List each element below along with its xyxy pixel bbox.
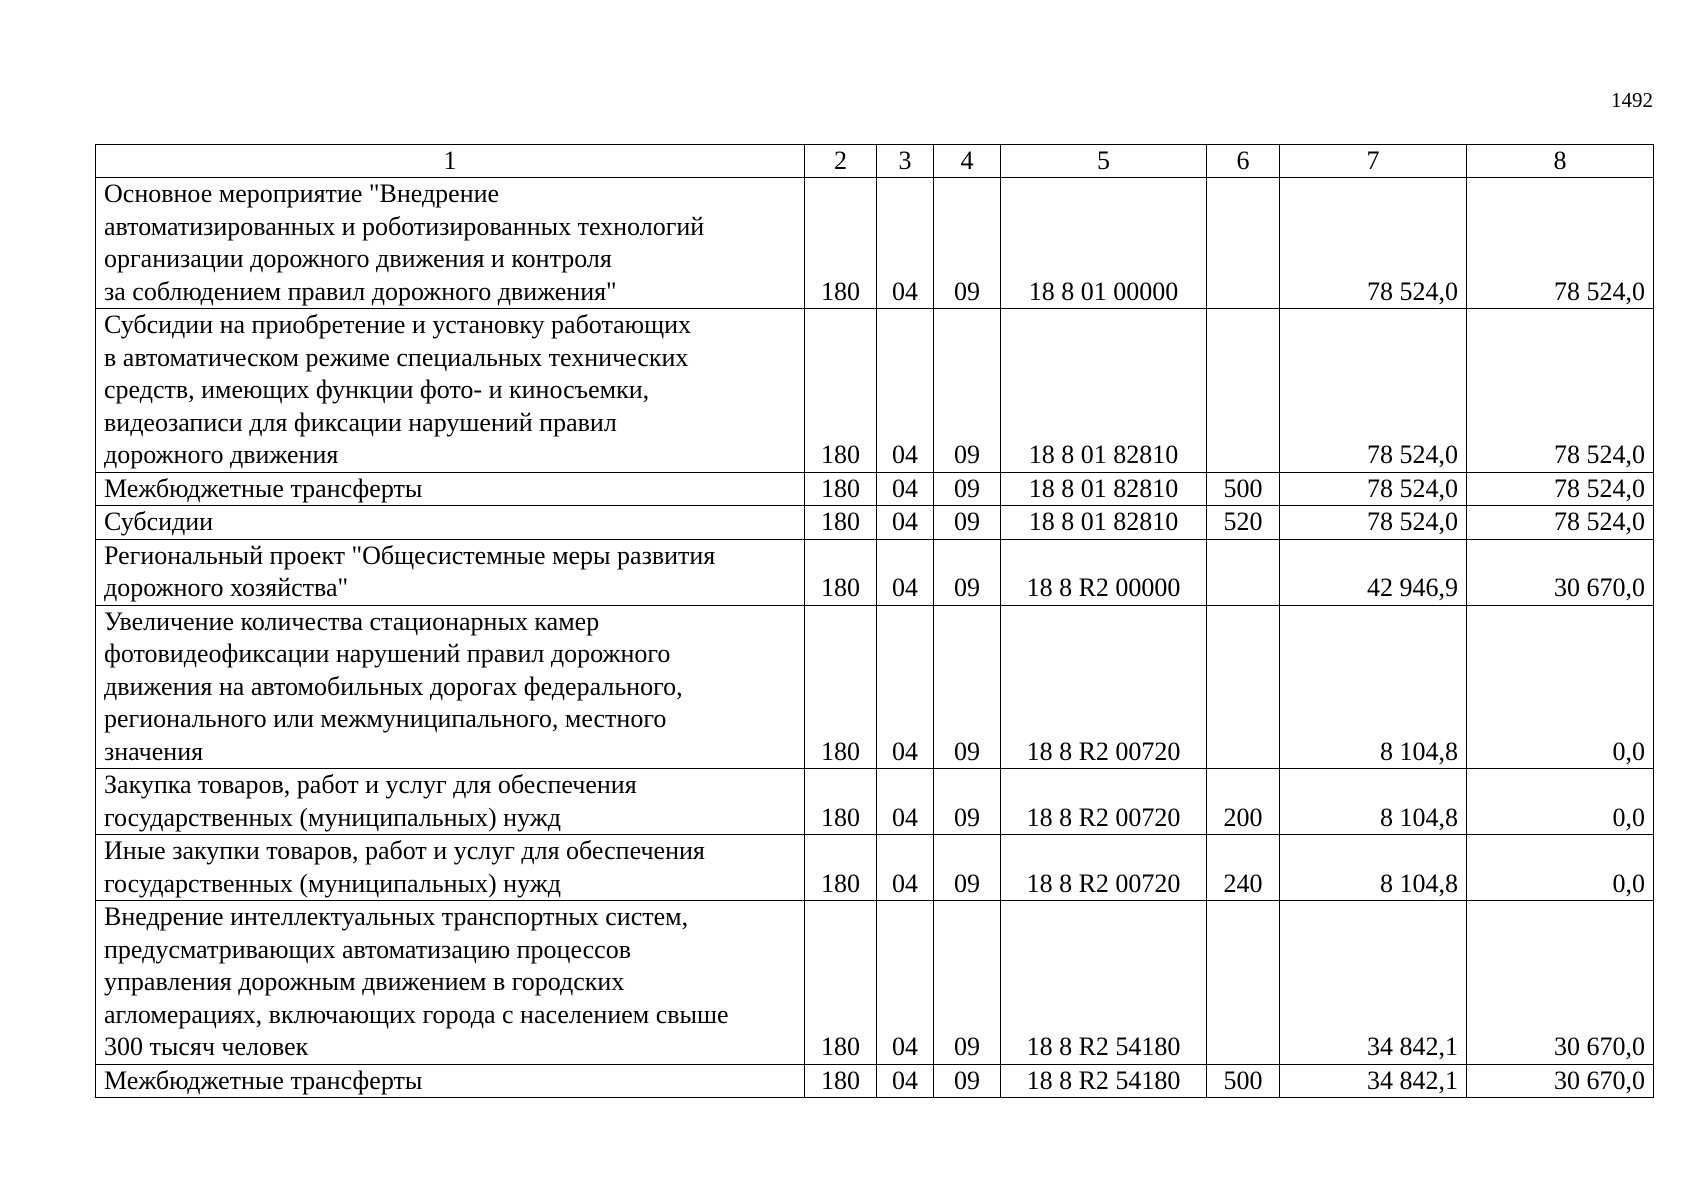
section-code-cell: 04 <box>877 835 934 901</box>
amount-col8-cell: 0,0 <box>1467 769 1654 835</box>
amount-col7-cell: 8 104,8 <box>1280 769 1467 835</box>
expense-type-cell: 240 <box>1207 835 1280 901</box>
amount-col7-cell: 42 946,9 <box>1280 539 1467 605</box>
ministry-code-cell: 180 <box>805 539 877 605</box>
row-description-cell: Субсидии <box>96 506 805 540</box>
amount-col7-cell: 8 104,8 <box>1280 605 1467 769</box>
expense-type-cell <box>1207 178 1280 309</box>
section-code-cell: 04 <box>877 769 934 835</box>
table-row <box>96 769 1654 835</box>
row-description-cell: Закупка товаров, работ и услуг для обеспечения государственных (муниципальных) нужд <box>96 769 805 835</box>
section-code-cell: 04 <box>877 309 934 473</box>
amount-col7-cell: 78 524,0 <box>1280 472 1467 506</box>
row-description-cell: Иные закупки товаров, работ и услуг для обеспечения государственных (муниципальных) нужд <box>96 835 805 901</box>
row-description-cell: Межбюджетные трансферты <box>96 1064 805 1098</box>
section-code-cell: 04 <box>877 901 934 1065</box>
expense-type-cell: 500 <box>1207 472 1280 506</box>
amount-col7-cell: 78 524,0 <box>1280 178 1467 309</box>
header-row <box>96 145 1654 178</box>
expense-type-cell: 500 <box>1207 1064 1280 1098</box>
target-article-cell: 18 8 R2 00720 <box>1001 605 1207 769</box>
table-body <box>96 178 1654 1098</box>
expense-type-cell <box>1207 309 1280 473</box>
subsection-code-cell: 09 <box>934 605 1001 769</box>
amount-col8-cell: 30 670,0 <box>1467 1064 1654 1098</box>
row-description-cell: Межбюджетные трансферты <box>96 472 805 506</box>
subsection-code-cell: 09 <box>934 309 1001 473</box>
target-article-cell: 18 8 01 82810 <box>1001 506 1207 540</box>
amount-col7-cell: 8 104,8 <box>1280 835 1467 901</box>
table-row <box>96 472 1654 506</box>
table-row <box>96 901 1654 1065</box>
section-code-cell: 04 <box>877 178 934 309</box>
header-cell: 2 <box>805 145 877 178</box>
row-description-cell: Внедрение интеллектуальных транспортных систем, предусматривающих автоматизацию процессов управления дорожным движением в городских агломерациях, включающих города с населением свыше 300 тысяч человек <box>96 901 805 1065</box>
amount-col7-cell: 34 842,1 <box>1280 901 1467 1065</box>
ministry-code-cell: 180 <box>805 506 877 540</box>
section-code-cell: 04 <box>877 1064 934 1098</box>
section-code-cell: 04 <box>877 539 934 605</box>
target-article-cell: 18 8 R2 00720 <box>1001 769 1207 835</box>
row-description-cell: Основное мероприятие "Внедрение автоматизированных и роботизированных технологий организации дорожного движения и контроля за соблюдением правил дорожного движения" <box>96 178 805 309</box>
header-cell: 7 <box>1280 145 1467 178</box>
table-row <box>96 539 1654 605</box>
ministry-code-cell: 180 <box>805 901 877 1065</box>
expense-type-cell <box>1207 539 1280 605</box>
table-row <box>96 1064 1654 1098</box>
ministry-code-cell: 180 <box>805 605 877 769</box>
section-code-cell: 04 <box>877 506 934 540</box>
amount-col8-cell: 0,0 <box>1467 835 1654 901</box>
subsection-code-cell: 09 <box>934 506 1001 540</box>
ministry-code-cell: 180 <box>805 769 877 835</box>
amount-col8-cell: 78 524,0 <box>1467 309 1654 473</box>
target-article-cell: 18 8 R2 00720 <box>1001 835 1207 901</box>
header-cell: 6 <box>1207 145 1280 178</box>
page-number: 1492 <box>1611 88 1653 112</box>
table-row <box>96 506 1654 540</box>
ministry-code-cell: 180 <box>805 1064 877 1098</box>
amount-col8-cell: 78 524,0 <box>1467 178 1654 309</box>
table-row <box>96 605 1654 769</box>
ministry-code-cell: 180 <box>805 178 877 309</box>
target-article-cell: 18 8 01 82810 <box>1001 472 1207 506</box>
target-article-cell: 18 8 R2 00000 <box>1001 539 1207 605</box>
subsection-code-cell: 09 <box>934 769 1001 835</box>
target-article-cell: 18 8 R2 54180 <box>1001 1064 1207 1098</box>
expense-type-cell: 200 <box>1207 769 1280 835</box>
target-article-cell: 18 8 01 00000 <box>1001 178 1207 309</box>
subsection-code-cell: 09 <box>934 901 1001 1065</box>
ministry-code-cell: 180 <box>805 835 877 901</box>
row-description-cell: Региональный проект "Общесистемные меры развития дорожного хозяйства" <box>96 539 805 605</box>
subsection-code-cell: 09 <box>934 539 1001 605</box>
amount-col7-cell: 34 842,1 <box>1280 1064 1467 1098</box>
amount-col8-cell: 30 670,0 <box>1467 901 1654 1065</box>
ministry-code-cell: 180 <box>805 472 877 506</box>
amount-col8-cell: 30 670,0 <box>1467 539 1654 605</box>
amount-col7-cell: 78 524,0 <box>1280 309 1467 473</box>
header-cell: 1 <box>96 145 805 178</box>
header-cell: 3 <box>877 145 934 178</box>
amount-col8-cell: 78 524,0 <box>1467 506 1654 540</box>
amount-col7-cell: 78 524,0 <box>1280 506 1467 540</box>
table-row <box>96 178 1654 309</box>
target-article-cell: 18 8 01 82810 <box>1001 309 1207 473</box>
header-cell: 8 <box>1467 145 1654 178</box>
header-cell: 4 <box>934 145 1001 178</box>
amount-col8-cell: 78 524,0 <box>1467 472 1654 506</box>
expense-type-cell <box>1207 605 1280 769</box>
ministry-code-cell: 180 <box>805 309 877 473</box>
expense-type-cell <box>1207 901 1280 1065</box>
table-row <box>96 309 1654 473</box>
section-code-cell: 04 <box>877 472 934 506</box>
amount-col8-cell: 0,0 <box>1467 605 1654 769</box>
target-article-cell: 18 8 R2 54180 <box>1001 901 1207 1065</box>
row-description-cell: Субсидии на приобретение и установку работающих в автоматическом режиме специальных технических средств, имеющих функции фото- и киносъемки, видеозаписи для фиксации нарушений правил дорожного движения <box>96 309 805 473</box>
section-code-cell: 04 <box>877 605 934 769</box>
subsection-code-cell: 09 <box>934 178 1001 309</box>
table-row <box>96 835 1654 901</box>
expense-type-cell: 520 <box>1207 506 1280 540</box>
subsection-code-cell: 09 <box>934 1064 1001 1098</box>
row-description-cell: Увеличение количества стационарных камер фотовидеофиксации нарушений правил дорожного движения на автомобильных дорогах федерального, регионального или межмуниципального, местного значения <box>96 605 805 769</box>
subsection-code-cell: 09 <box>934 472 1001 506</box>
subsection-code-cell: 09 <box>934 835 1001 901</box>
header-cell: 5 <box>1001 145 1207 178</box>
budget-table <box>95 144 1654 1098</box>
